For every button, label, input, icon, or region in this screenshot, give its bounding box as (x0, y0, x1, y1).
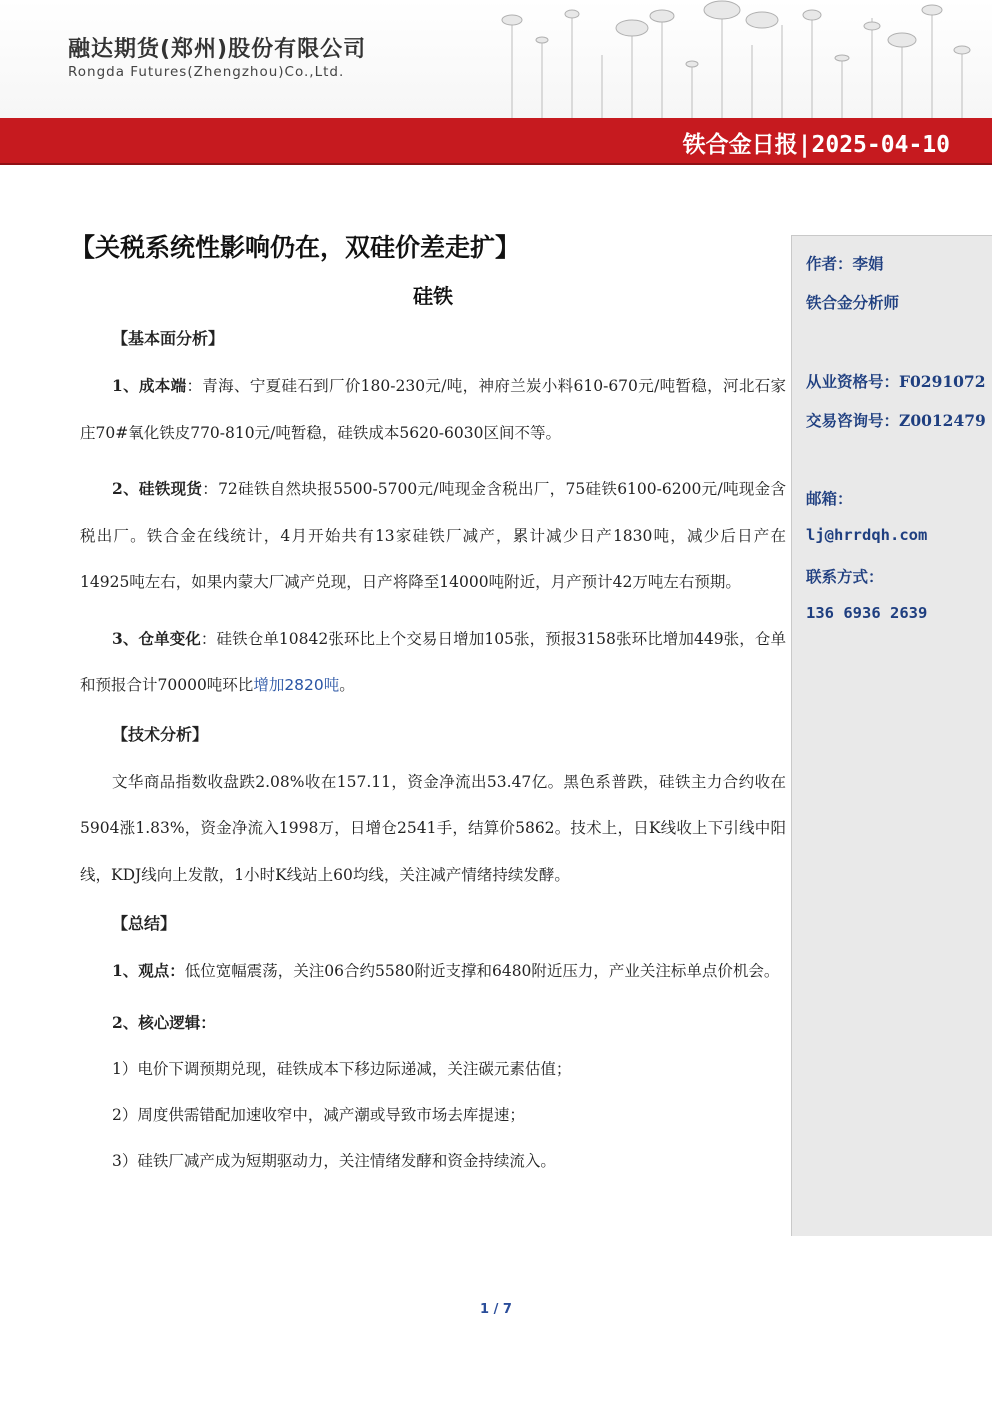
page-number: 1 / 7 (480, 1302, 512, 1317)
spot-text: ：72硅铁自然块报5500-5700元/吨现金含税出厂，75硅铁6100-6200元/吨现金含税出厂。铁合金在线统计，4月开始共有13家硅铁厂减产，累计减少日产1830吨，减少后日产在14925吨左右，如果内蒙大厂减产兑现，日产将降至14000吨附近，月产预计42万吨左右预期。 (80, 480, 786, 591)
qualification-number: 从业资格号：F0291072 (806, 372, 986, 391)
logic-item: 2）周度供需错配加速收窄中，减产潮或导致市场去库提速； (112, 1105, 525, 1124)
company-name-cn: 融达期货(郑州)股份有限公司 (68, 37, 367, 62)
view-lead: 1、观点： (112, 961, 185, 980)
article (70, 222, 786, 1189)
warehouse-text: ：硅铁仓单10842张环比上个交易日增加105张，预报3158张环比增加449张，仓单和预报合计70000吨环比 (80, 629, 786, 694)
spot-paragraph (80, 466, 786, 606)
cost-lead: 1、成本端 (112, 376, 187, 395)
section-fundamentals-heading: 【基本面分析】 (112, 329, 225, 348)
author-sidebar (791, 235, 992, 1236)
cost-text: ：青海、宁夏硅石到厂价180-230元/吨，神府兰炭小料610-670元/吨暂稳，河北石家庄70#氧化铁皮770-810元/吨暂稳，硅铁成本5620-6030区间不等。 (80, 377, 786, 442)
spot-lead: 2、硅铁现货 (112, 479, 203, 498)
cost-paragraph (80, 363, 786, 456)
technical-paragraph: 文华商品指数收盘跌2.08%收在157.11，资金净流出53.47亿。黑色系普跌，硅铁主力合约收在5904涨1.83%，资金净流入1998万，日增仓2541手，结算价5862。技术上，日K线收上下引线中阳线，KDJ线向上发散，1小时K线站上60均线，关注减产情绪持续发酵。 (80, 772, 786, 884)
consult-number: 交易咨询号：Z0012479 (806, 411, 986, 430)
logic-item: 3）硅铁厂减产成为短期驱动力，关注情绪发酵和资金持续流入。 (112, 1151, 556, 1170)
view-paragraph (80, 948, 786, 995)
logic-item: 1）电价下调预期兑现，硅铁成本下移边际递减，关注碳元素估值； (112, 1059, 572, 1078)
warehouse-highlight: 增加2820吨 (253, 676, 340, 694)
logic-heading (80, 1005, 786, 1041)
warehouse-end: 。 (339, 676, 355, 694)
subject-title: 硅铁 (413, 284, 453, 308)
company-name-en: Rongda Futures(Zhengzhou)Co.,Ltd. (68, 64, 345, 80)
section-summary-heading: 【总结】 (112, 914, 177, 933)
contact-label: 联系方式： (806, 567, 884, 586)
email-address[interactable]: lj@hrrdqh.com (806, 526, 928, 544)
view-text: 低位宽幅震荡，关注06合约5580附近支撑和6480附近压力，产业关注标单点价机会。 (184, 962, 780, 980)
report-title: 铁合金日报|2025-04-10 (682, 132, 950, 158)
author-name: 作者：李娟 (806, 254, 884, 273)
headline: 【关税系统性影响仍在，双硅价差走扩】 (70, 233, 521, 262)
warehouse-lead: 3、仓单变化 (112, 628, 201, 648)
phone-number: 136 6936 2639 (806, 604, 928, 622)
email-label: 邮箱： (806, 489, 853, 508)
title-underline (0, 163, 992, 165)
author-role: 铁合金分析师 (806, 293, 900, 312)
logic-lead: 2、核心逻辑： (112, 1012, 216, 1032)
section-technical-heading: 【技术分析】 (112, 724, 209, 744)
header-decoration (432, 0, 992, 118)
warehouse-paragraph (80, 616, 786, 709)
